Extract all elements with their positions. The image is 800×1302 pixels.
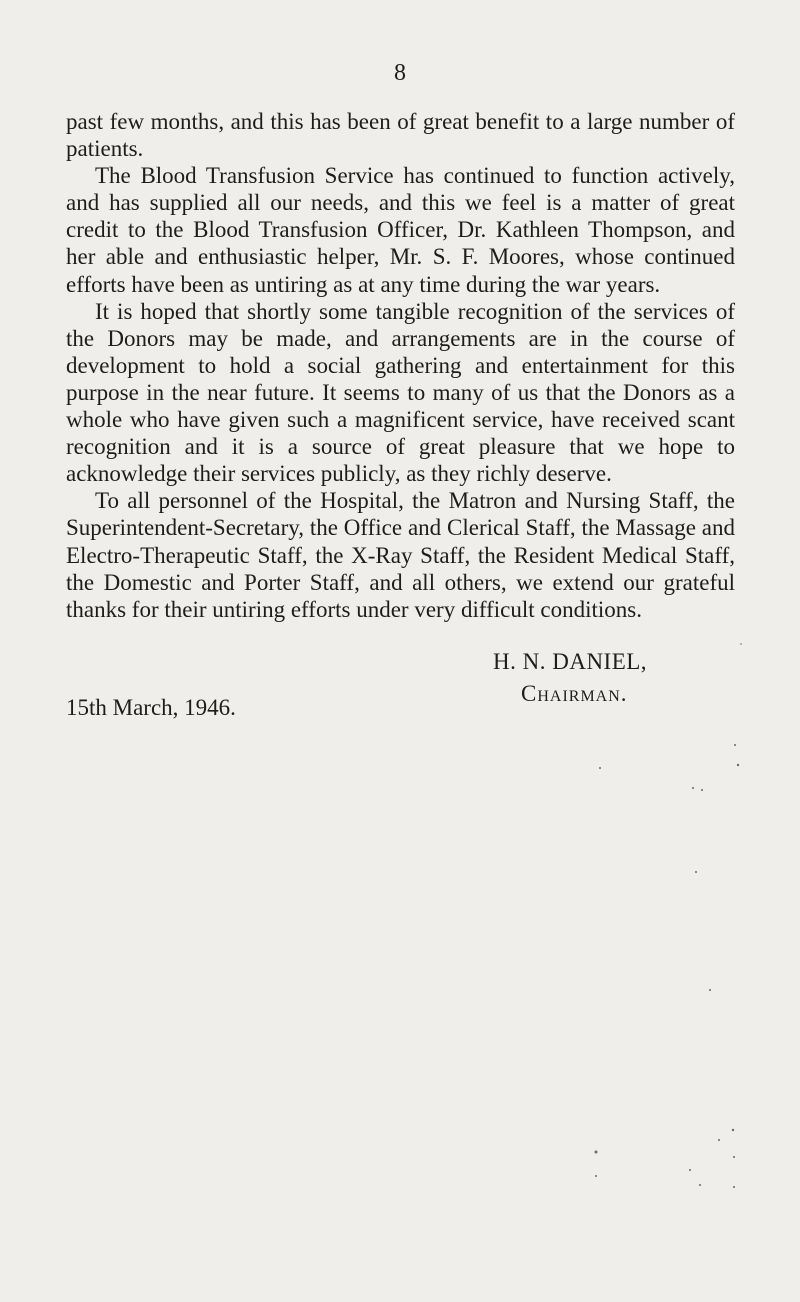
- date-line: 15th March, 1946.: [66, 695, 236, 720]
- page-number: 8: [394, 60, 406, 86]
- paragraph-donors-recognition: It is hoped that shortly some tangible recognition of the services of the Donors may be made, and arrangements are in the course of development to hold a social gathering and entertainment for this purpose in the near future. It seems to many of us that the Donors as a whole who have given such a magnificent service, have received scant recognition and it is a source of great pleasure that we hope to acknowledge their services publicly, as they richly deserve.: [66, 298, 735, 487]
- signature-name: H. N. DANIEL,: [493, 649, 648, 674]
- paragraph-blood-transfusion: The Blood Transfusion Service has continued to function actively, and has supplied all our needs, and this we feel is a matter of great credit to the Blood Transfusion Officer, Dr. Kathleen Thompson, and her able and enthusiastic helper, Mr. S. F. Moores, whose continued efforts have been as untiring as at any time during the war years.: [66, 163, 735, 297]
- signature-title: Chairman.: [521, 681, 628, 706]
- paragraph-thanks: To all personnel of the Hospital, the Matron and Nursing Staff, the Superintendent-Secretary, the Office and Clerical Staff, the Massage and Electro-Therapeutic Staff, the X-Ray Staff, the Resident Medical Staff, the Domestic and Porter Staff, and all others, we extend our grateful thanks for their untiring efforts under very difficult conditions.: [66, 488, 735, 622]
- paragraph-continuation: past few months, and this has been of great benefit to a large number of patients.: [66, 109, 735, 162]
